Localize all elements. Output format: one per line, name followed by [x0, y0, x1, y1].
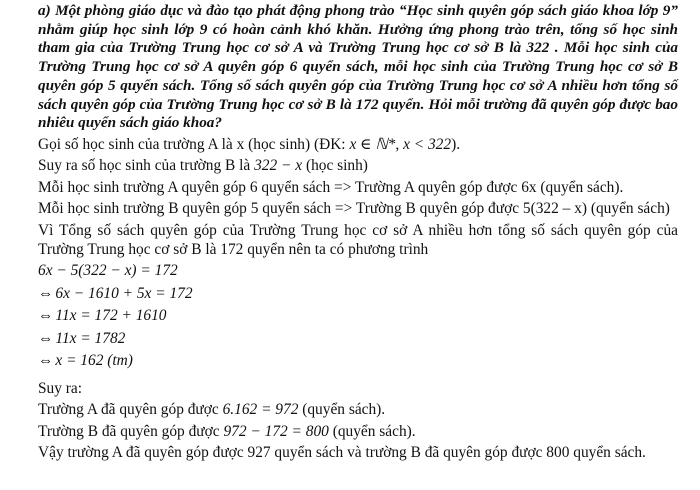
equation-step-5: [38, 350, 678, 373]
equivalence-arrow: ⇔: [38, 329, 54, 347]
result-school-a: [38, 400, 678, 420]
text: (quyển sách).: [298, 401, 386, 419]
math-expression: 322 − x: [254, 157, 303, 175]
equation: x = 162 (tm): [55, 352, 133, 370]
solution-line-5: Vì Tổng số sách quyên góp của Trường Trung học cơ sở A nhiều hơn tổng số sách quyên góp của Trường Trung học cơ sở B là 172 quyển nên ta có phương trình: [38, 221, 678, 259]
equation-step-3: [38, 305, 678, 328]
text: Gọi số học sinh của trường A là x (học sinh) (ĐK:: [38, 135, 350, 153]
math-expression: 972 − 172 = 800: [223, 422, 329, 440]
equation: 11x = 1782: [55, 329, 126, 347]
problem-statement: a) Một phòng giáo dục và đào tạo phát động phong trào “Học sinh quyên góp sách giáo khoa lớp 9” nhằm giúp học sinh lớp 9 có hoàn cảnh khó khăn. Hưởng ứng phong trào trên, tổng số học sinh tham gia của Trường Trung học cơ sở A và Trường Trung học cơ sở B là 322 . Mỗi học sinh của Trường Trung học cơ sở A quyên góp 6 quyển sách, mỗi học sinh của Trường Trung học cơ sở B quyên góp 5 quyển sách. Tổng số sách quyên góp của Trường Trung học cơ sở A nhiều hơn tổng số sách quyên góp của Trường Trung học cơ sở B là 172 quyển. Hỏi mỗi trường đã quyên góp được bao nhiêu quyển sách giáo khoa?: [38, 2, 678, 132]
document-page: [0, 2, 700, 490]
result-school-b: [38, 422, 678, 442]
equivalence-arrow: ⇔: [38, 307, 54, 325]
text: (học sinh): [302, 157, 368, 175]
text: (quyển sách).: [328, 422, 416, 440]
text: Suy ra số học sinh của trường B là: [38, 157, 255, 175]
equation-step-1: 6x − 5(322 − x) = 172: [38, 261, 178, 279]
text: Trường B đã quyên góp được: [38, 422, 224, 440]
equation-step-4: [38, 328, 678, 351]
solution-line-4: Mỗi học sinh trường B quyên góp 5 quyển sách => Trường B quyên góp được 5(322 – x) (quyển sách): [38, 200, 670, 218]
equation: 6x − 1610 + 5x = 172: [55, 284, 193, 302]
text: ).: [451, 135, 461, 153]
equation-step-2: [38, 283, 678, 306]
solution-line-1: [38, 135, 678, 155]
math-expression: 6.162 = 972: [222, 401, 299, 419]
equivalence-arrow: ⇔: [38, 352, 54, 370]
conclusion: Vậy trường A đã quyên góp được 927 quyển sách và trường B đã quyên góp được 800 quyển sách.: [38, 444, 646, 462]
text: Trường A đã quyên góp được: [38, 401, 223, 419]
solution-line-3: Mỗi học sinh trường A quyên góp 6 quyển sách => Trường A quyên góp được 6x (quyển sách).: [38, 178, 624, 196]
solution-line-2: [38, 156, 678, 176]
math-condition: x ∈ ℕ*, x < 322: [349, 135, 452, 153]
equivalence-arrow: ⇔: [38, 284, 54, 302]
equation: 11x = 172 + 1610: [55, 307, 167, 325]
suy-ra-label: Suy ra:: [38, 379, 83, 397]
